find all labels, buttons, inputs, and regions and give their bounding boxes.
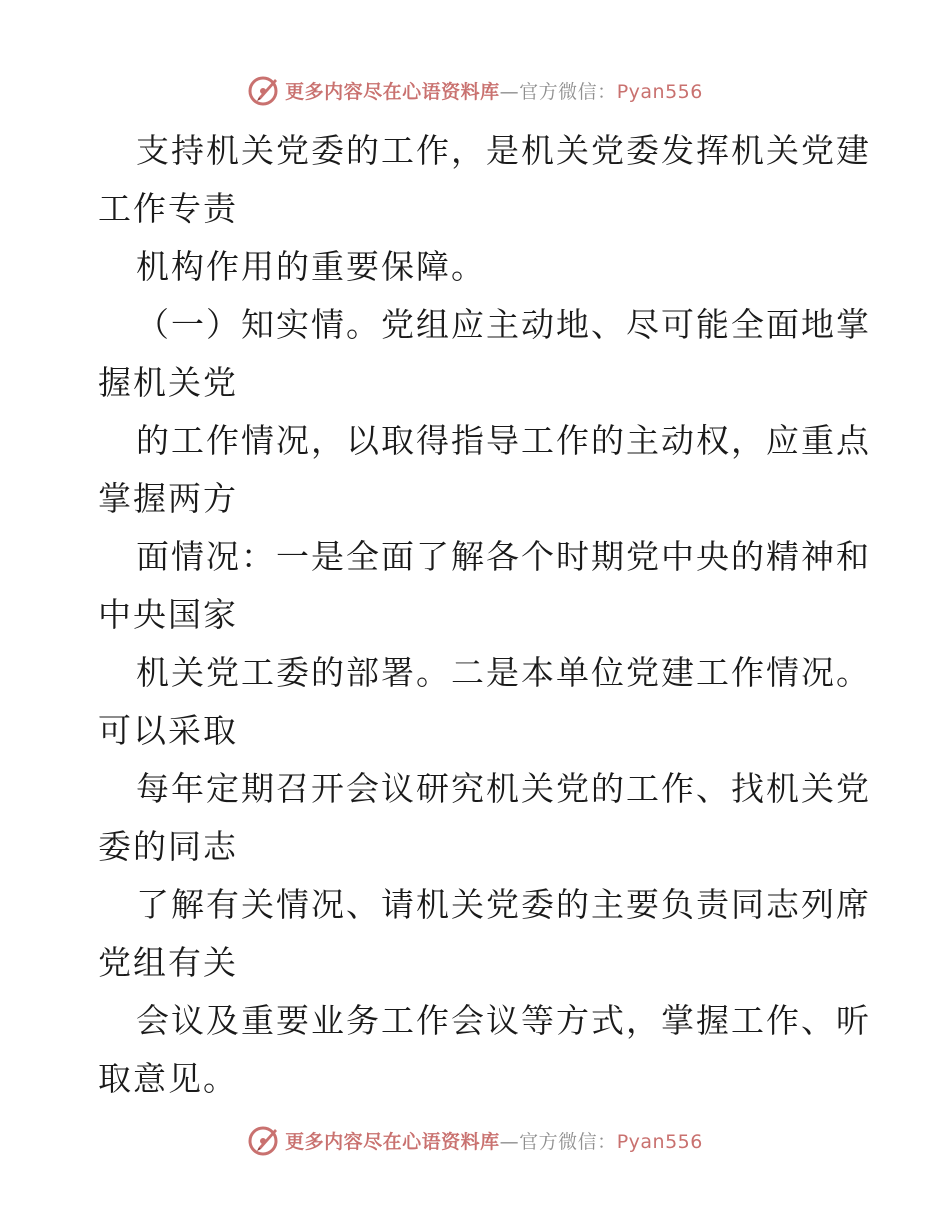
text-line: 的工作情况，以取得指导工作的主动权，应重点 xyxy=(136,421,871,460)
text-line: 中央国家 xyxy=(98,595,238,634)
text-line: 面情况：一是全面了解各个时期党中央的精神和 xyxy=(136,537,871,576)
text-line: 可以采取 xyxy=(98,711,238,750)
text-line: 委的同志 xyxy=(98,827,238,866)
text-line: 握机关党 xyxy=(98,363,238,402)
footer-banner xyxy=(0,1120,950,1160)
banner-text xyxy=(285,1127,703,1154)
text-line: 工作专责 xyxy=(98,189,238,228)
text-line: 机关党工委的部署。二是本单位党建工作情况。 xyxy=(136,653,871,692)
banner-wechat-label: 官方微信： xyxy=(519,1130,617,1153)
text-line: 机构作用的重要保障。 xyxy=(136,247,486,286)
banner-text xyxy=(285,77,703,104)
banner-wechat-label: 官方微信： xyxy=(519,80,617,103)
banner-brand: 更多内容尽在心语资料库 xyxy=(285,1130,500,1153)
quill-pen-logo-icon xyxy=(247,1123,281,1157)
body-text xyxy=(98,122,871,1108)
banner-brand: 更多内容尽在心语资料库 xyxy=(285,80,500,103)
quill-pen-logo-icon xyxy=(247,73,281,107)
text-line: （一）知实情。党组应主动地、尽可能全面地掌 xyxy=(136,305,871,344)
text-line: 掌握两方 xyxy=(98,479,238,518)
banner-separator: — xyxy=(499,1130,520,1153)
banner-wechat-id: Pyan556 xyxy=(616,80,703,103)
text-line: 取意见。 xyxy=(98,1059,238,1098)
text-line: 党组有关 xyxy=(98,943,238,982)
text-line: 支持机关党委的工作，是机关党委发挥机关党建 xyxy=(136,131,871,170)
banner-wechat-id: Pyan556 xyxy=(616,1130,703,1153)
header-banner xyxy=(0,70,950,110)
banner-separator: — xyxy=(499,80,520,103)
text-line: 会议及重要业务工作会议等方式，掌握工作、听 xyxy=(136,1001,871,1040)
text-line: 了解有关情况、请机关党委的主要负责同志列席 xyxy=(136,885,871,924)
text-line: 每年定期召开会议研究机关党的工作、找机关党 xyxy=(136,769,871,808)
